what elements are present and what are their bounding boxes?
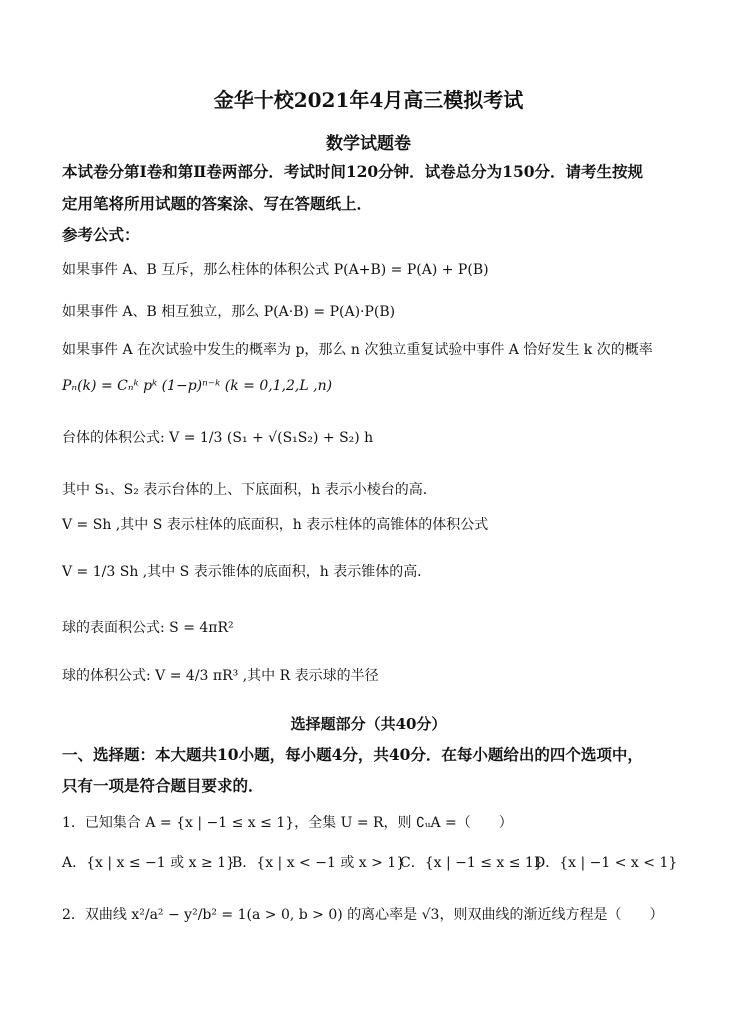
formula-sphere-volume: 球的体积公式: V = 4/3 πR³ ,其中 R 表示球的半径 xyxy=(62,668,379,684)
question-1-option-a: A．{x | x ≤ −1 或 x ≥ 1} xyxy=(62,855,235,871)
exam-title: 金华十校2021年4月高三模拟考试 xyxy=(213,88,524,112)
formula-independent: 如果事件 A、B 相互独立，那么 P(A·B) = P(A)·P(B) xyxy=(62,304,396,320)
exam-subtitle: 数学试题卷 xyxy=(326,134,411,154)
question-1-option-b: B．{x | x < −1 或 x > 1} xyxy=(232,855,406,871)
formula-frustum-note: 其中 S₁、S₂ 表示台体的上、下底面积，h 表示小棱台的高． xyxy=(62,482,437,498)
section-desc-2: 只有一项是符合题目要求的． xyxy=(62,776,264,795)
formula-sphere-surface: 球的表面积公式: S = 4πR² xyxy=(62,620,234,636)
formula-mutually-exclusive: 如果事件 A、B 互斥，那么柱体的体积公式 P(A+B) = P(A) + P(B) xyxy=(62,262,489,278)
formula-pyramid-volume: V = 1/3 Sh ,其中 S 表示锥体的底面积，h 表示锥体的高． xyxy=(62,564,432,580)
formula-prism-volume: V = Sh ,其中 S 表示柱体的底面积，h 表示柱体的高锥体的体积公式 xyxy=(62,517,489,533)
section-desc-1: 一、选择题：本大题共10小题，每小题4分，共40分．在每小题给出的四个选项中， xyxy=(62,745,643,764)
intro-line-1: 本试卷分第Ⅰ卷和第Ⅱ卷两部分．考试时间120分钟．试卷总分为150分．请考生按规 xyxy=(62,162,644,181)
formula-binomial: Pₙ(k) = Cₙᵏ pᵏ (1−p)ⁿ⁻ᵏ (k = 0,1,2,L ,n) xyxy=(62,378,333,394)
question-1-option-c: C．{x | −1 ≤ x ≤ 1} xyxy=(400,855,543,871)
question-2-stem: 2．双曲线 x²/a² − y²/b² = 1(a > 0, b > 0) 的离心率是 √3，则双曲线的渐近线方程是（ ） xyxy=(62,907,664,923)
question-1-stem: 1．已知集合 A = {x | −1 ≤ x ≤ 1}，全集 U = R，则 ∁ᵤA =（ ） xyxy=(62,815,513,831)
reference-formulas-heading: 参考公式： xyxy=(62,225,140,244)
formula-binomial-desc: 如果事件 A 在次试验中发生的概率为 p，那么 n 次独立重复试验中事件 A 恰好发生 k 次的概率 xyxy=(62,342,653,358)
section-title: 选择题部分（共40分） xyxy=(290,715,447,733)
intro-line-2: 定用笔将所用试题的答案涂、写在答题纸上． xyxy=(62,194,373,213)
formula-frustum-volume: 台体的体积公式: V = 1/3 (S₁ + √(S₁S₂) + S₂) h xyxy=(62,430,374,446)
question-1-option-d: D．{x | −1 < x < 1} xyxy=(534,855,678,871)
